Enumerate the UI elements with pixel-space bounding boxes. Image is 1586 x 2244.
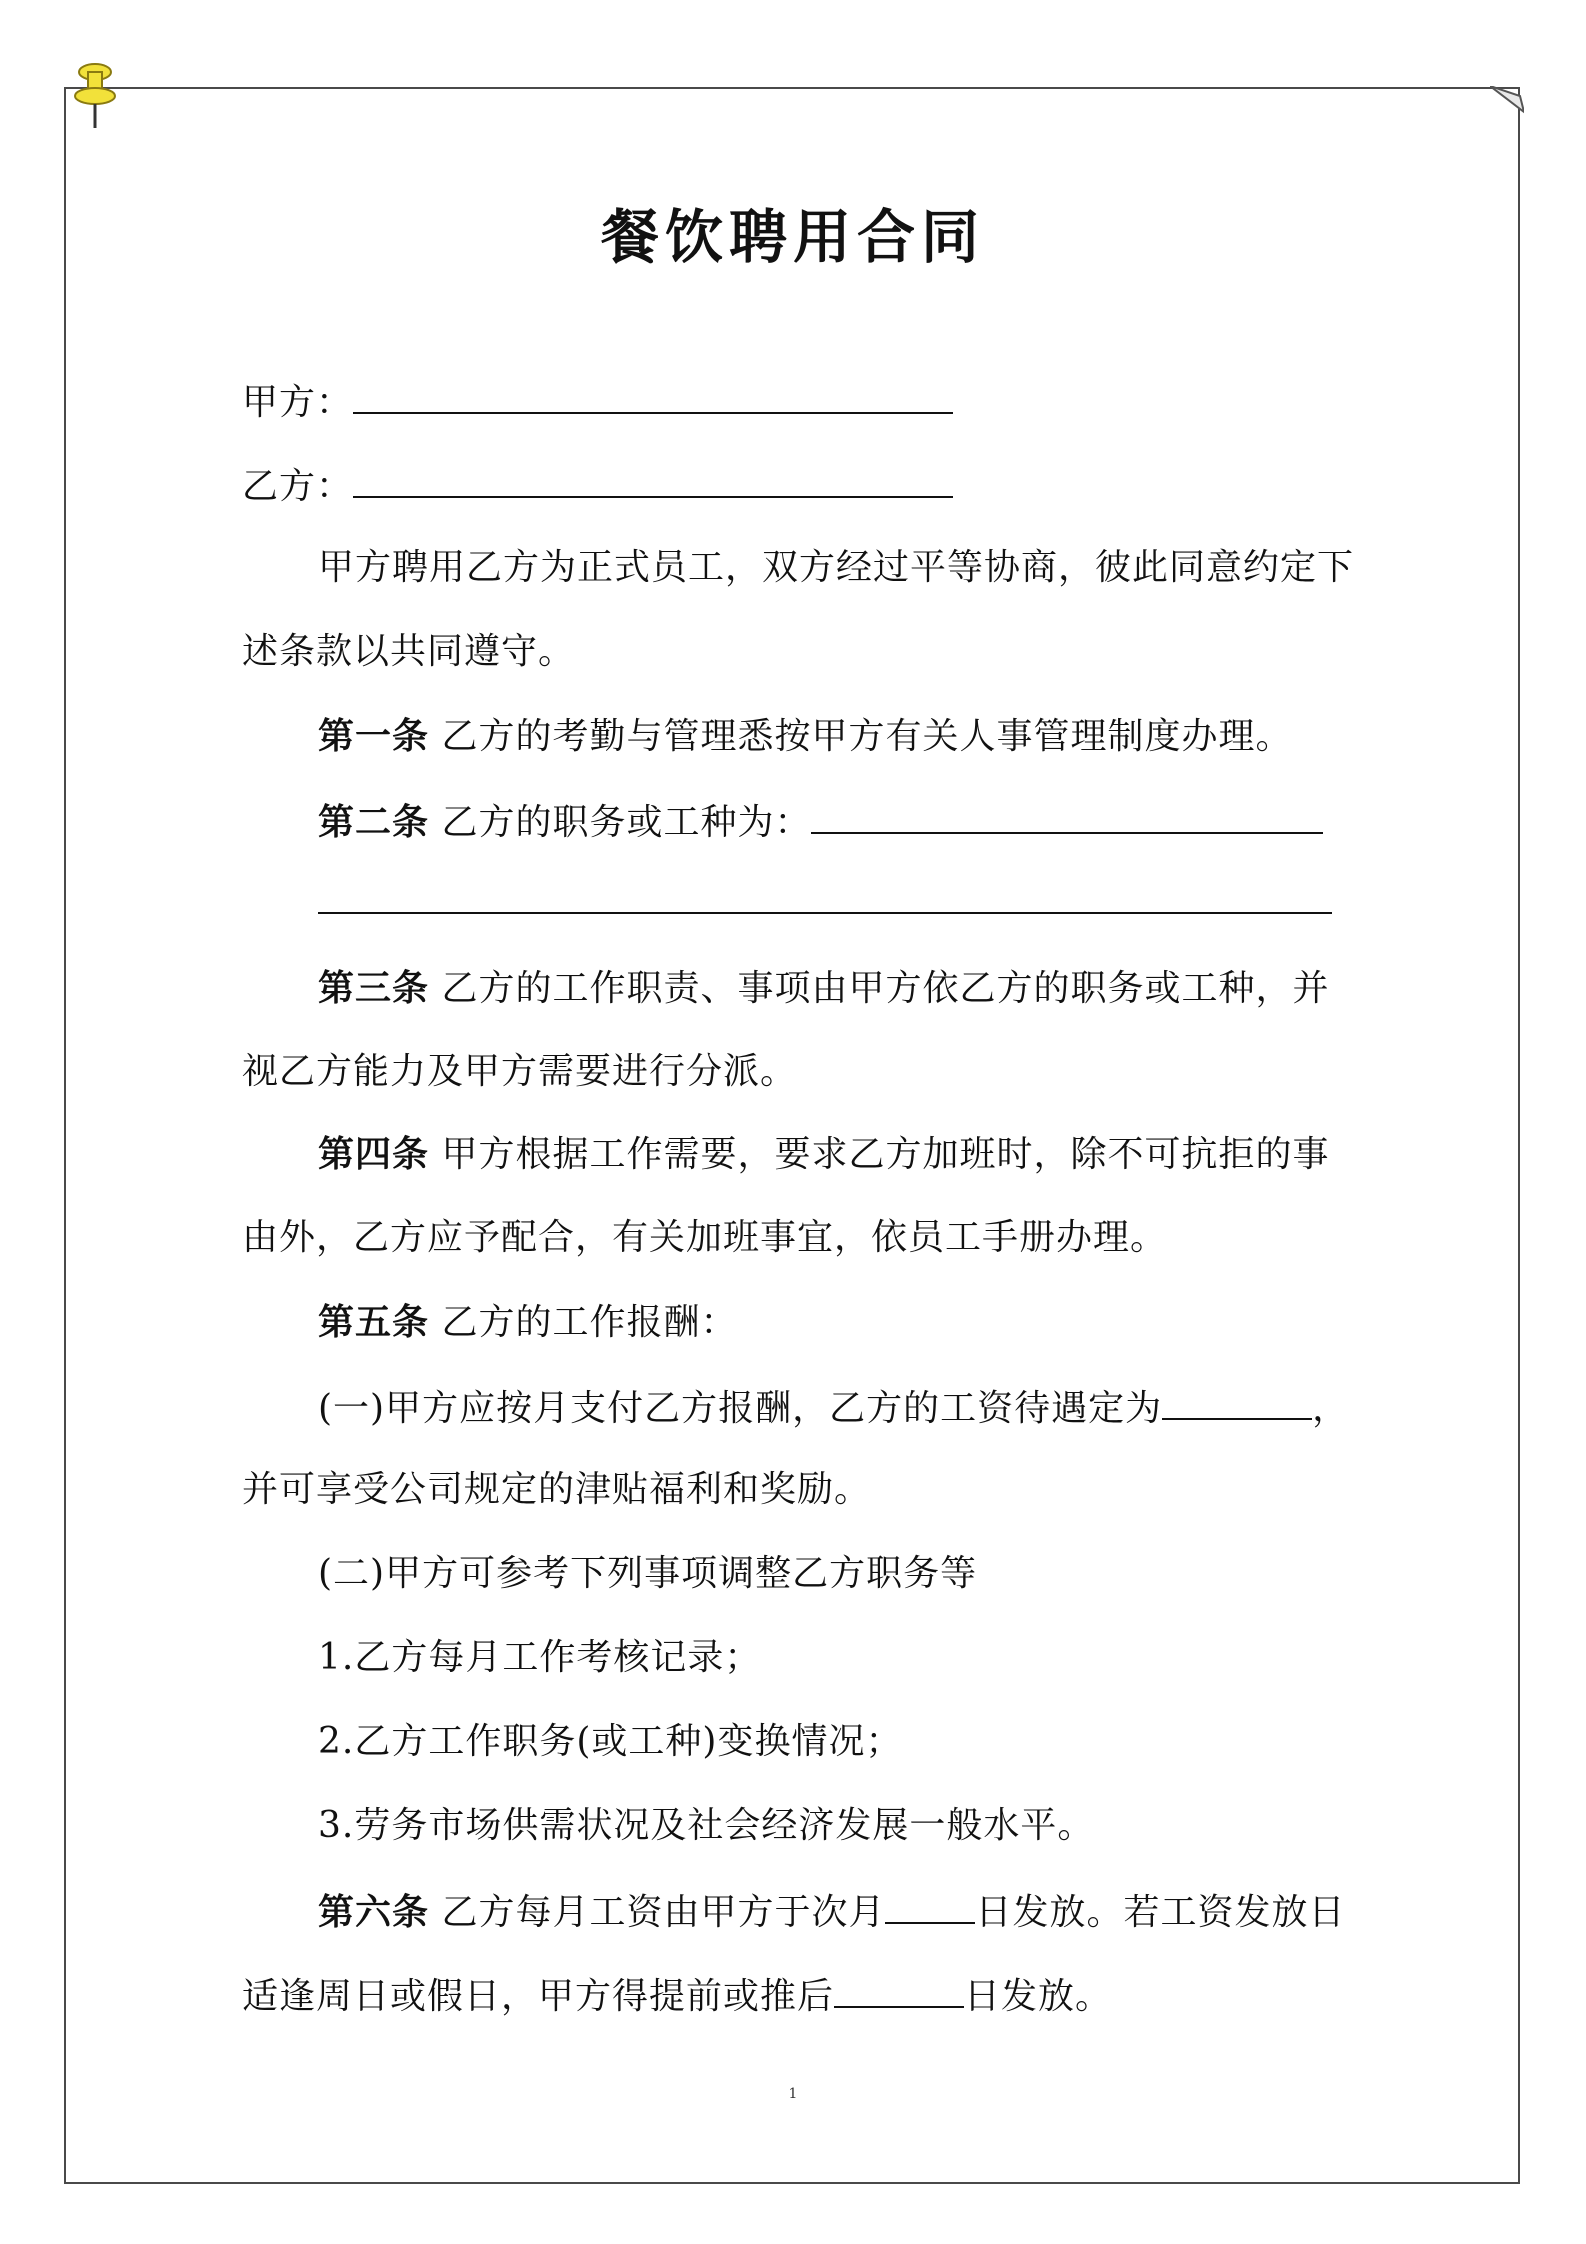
- article-3-text-1: 乙方的工作职责、事项由甲方依乙方的职务或工种，并: [441, 968, 1330, 1009]
- party-b-blank[interactable]: [353, 462, 953, 498]
- article-6-line-1: [318, 1888, 1346, 1935]
- party-b-line: [242, 462, 953, 509]
- article-4-line-2: 由外，乙方应予配合，有关加班事宜，依员工手册办理。: [242, 1217, 1168, 1258]
- intro-line-1: 甲方聘用乙方为正式员工，双方经过平等协商，彼此同意约定下: [318, 547, 1355, 588]
- article-5-item-1-line-1: [318, 1384, 1349, 1431]
- adjust-day-blank[interactable]: [834, 1972, 964, 2008]
- article-5-sub-3: 3.劳务市场供需状况及社会经济发展一般水平。: [318, 1805, 1095, 1846]
- article-3-line-1: [318, 966, 1329, 1011]
- article-4-text-1: 甲方根据工作需要，要求乙方加班时，除不可抗拒的事: [441, 1134, 1330, 1175]
- article-6-heading: 第六条: [318, 1891, 430, 1933]
- article-5-sub-2: 2.乙方工作职务(或工种)变换情况；: [318, 1721, 903, 1762]
- page-curl-icon: [1490, 86, 1524, 114]
- article-2-text: 乙方的职务或工种为：: [441, 802, 812, 843]
- article-2-blank-line[interactable]: [318, 878, 1332, 914]
- article-1: [318, 714, 1292, 759]
- article-5-text: 乙方的工作报酬：: [441, 1302, 738, 1343]
- article-2-heading: 第二条: [318, 801, 430, 843]
- article-4-heading: 第四条: [318, 1133, 430, 1175]
- pay-day-blank[interactable]: [885, 1888, 975, 1924]
- article-1-text: 乙方的考勤与管理悉按甲方有关人事管理制度办理。: [441, 716, 1293, 757]
- article-6-text-1a: 乙方每月工资由甲方于次月: [441, 1892, 886, 1933]
- article-2: [318, 798, 1323, 845]
- page-number: 1: [788, 2086, 798, 2102]
- article-6-line-2: [242, 1972, 1112, 2019]
- article-4-line-1: [318, 1132, 1329, 1177]
- pushpin-icon: [70, 62, 120, 130]
- party-a-label: 甲方：: [242, 382, 354, 423]
- article-5-item-1-text: (一)甲方应按月支付乙方报酬，乙方的工资待遇定为: [318, 1388, 1163, 1429]
- article-6-text-2a: 适逢周日或假日，甲方得提前或推后: [242, 1976, 835, 2017]
- article-5: [318, 1300, 737, 1345]
- document-title: 餐饮聘用合同: [600, 203, 985, 271]
- article-3-line-2: 视乙方能力及甲方需要进行分派。: [242, 1051, 798, 1092]
- article-2-blank[interactable]: [811, 798, 1323, 834]
- party-a-line: [242, 378, 953, 425]
- article-5-item-1-line-2: 并可享受公司规定的津贴福利和奖励。: [242, 1469, 872, 1510]
- party-b-label: 乙方：: [242, 466, 354, 507]
- party-a-blank[interactable]: [353, 378, 953, 414]
- article-6-text-2b: 日发放。: [964, 1976, 1113, 2017]
- article-5-item-2: (二)甲方可参考下列事项调整乙方职务等: [318, 1553, 978, 1594]
- article-5-sub-1: 1.乙方每月工作考核记录；: [318, 1637, 762, 1678]
- salary-blank[interactable]: [1162, 1384, 1312, 1420]
- article-3-heading: 第三条: [318, 967, 430, 1009]
- article-6-text-1b: 日发放。若工资发放日: [975, 1892, 1346, 1933]
- article-5-heading: 第五条: [318, 1301, 430, 1343]
- article-1-heading: 第一条: [318, 715, 430, 757]
- article-5-item-1-comma: ，: [1312, 1388, 1350, 1429]
- article-2-blank-line-row: [318, 878, 1332, 925]
- intro-line-2: 述条款以共同遵守。: [242, 631, 576, 672]
